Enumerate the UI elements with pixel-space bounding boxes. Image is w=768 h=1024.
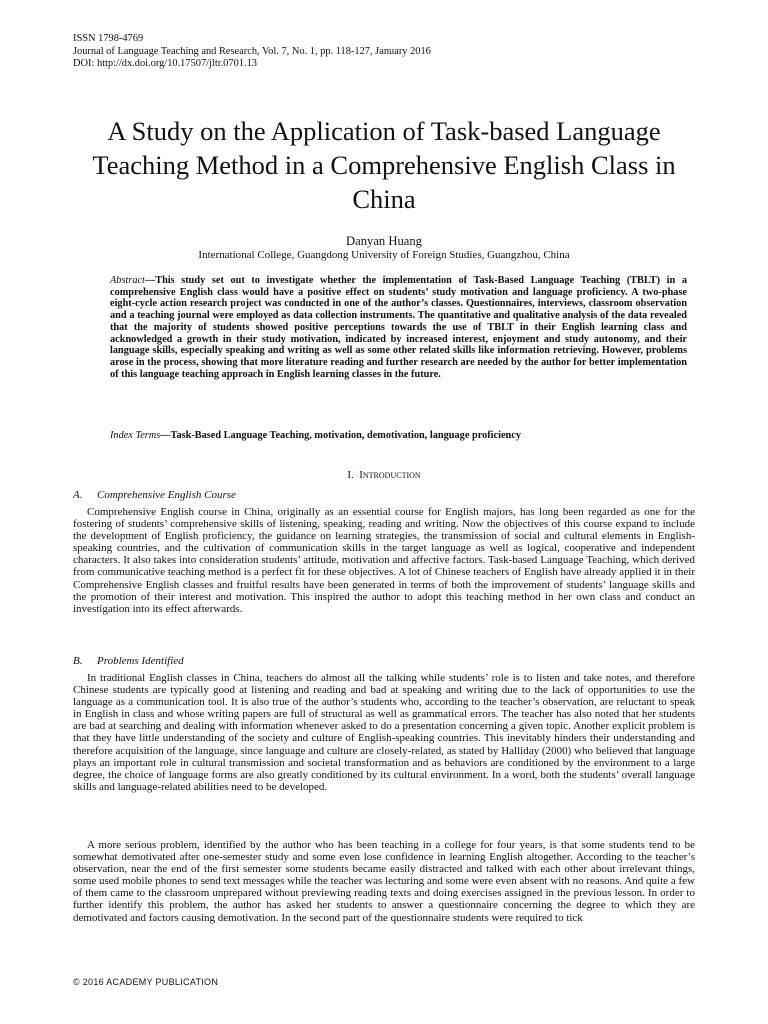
paragraph: Comprehensive English course in China, originally as an essential course for English majors, has long been regarded as one for the fostering of students’ comprehensive skills of listening, speaking, reading and writing. Now the objectives of this course expand to include the development of English proficiency, the guidance on learning strategies, the transmission of social and cultural elements in English-speaking countries, and the cultivation of communication skills in the target language as well as logical, cooperative and independent characters. It also takes into consideration students’ attitude, motivation and affective factors. Task-based Language Teaching, which derived from communicative teaching method is a perfect fit for these objectives. A lot of Chinese teachers of English have already applied it in their Comprehensive English classes and fruitful results have been generated in terms of both the improvement of students’ language skills and the promotion of their interest and motivation. This inspired the author to adopt this teaching method in her own class and conduct an investigation into its effect afterwards.: [73, 506, 695, 615]
paper-title: A Study on the Application of Task-based Language Teaching Method in a Comprehensive English Class in China: [92, 116, 676, 214]
section-title: Introduction: [359, 469, 421, 481]
paragraph: In traditional English classes in China, teachers do almost all the talking while students’ role is to listen and take notes, and therefore Chinese students are typically good at listening and reading and bad at speaking and writing due to the lack of opportunities to use the language as a communication tool. It is also true of the author’s students who, according to the teacher’s observation, are reluctant to speak in English in class and whose writing papers are full of structural as well as grammatical errors. The teacher has also noted that her students are bad at searching and dealing with information whenever asked to do a presentation concerning a given topic. Another explicit problem is that they have little understanding of the society and culture of English-speaking countries. This inevitably hinders their understanding and therefore acquisition of the language, since language and culture are closely-related, as stated by Halliday (2000) who believed that language plays an important role in cultural transmission and societal transformation and as behaviors are conditioned by the environment to a large degree, the choice of language forms are also greatly conditioned by its cultural environment. In a word, both the students’ overall language skills and language-related abilities need to be developed.: [73, 672, 695, 793]
section-number: I.: [347, 469, 354, 481]
author-name: Danyan Huang: [346, 234, 422, 248]
index-terms-text: —Task-Based Language Teaching, motivation, demotivation, language proficiency: [160, 430, 521, 441]
paragraph: A more serious problem, identified by the author who has been teaching in a college for four years, is that some students tend to be somewhat demotivated after one-semester study and some even lose confidence in learning English altogether. According to the teacher’s observation, near the end of the first semester some students became easily distracted and talked with each other about irrelevant things, some used mobile phones to send text messages while the teacher was lecturing and some were even absent with no reasons. And quite a few of them came to the classroom unprepared without previewing reading texts and doing exercises assigned in the previous lesson. In order to further identify this problem, the author has asked her students to answer a questionnaire concerning the degree to which they are demotivated and factors causing demotivation. In the second part of the questionnaire students were required to tick: [73, 839, 695, 924]
journal-header: [73, 33, 431, 71]
doi: DOI: http://dx.doi.org/10.17507/jltr.0701.13: [73, 58, 257, 70]
index-terms-label: Index Terms: [110, 430, 161, 441]
section-heading: [0, 469, 768, 482]
subsection-number: A.: [73, 489, 83, 501]
journal-citation: Journal of Language Teaching and Research, Vol. 7, No. 1, pp. 118-127, January 2016: [73, 45, 431, 57]
abstract-label: Abstract: [110, 275, 145, 286]
copyright-footer: © 2016 ACADEMY PUBLICATION: [73, 977, 219, 987]
subsection-heading-b: [73, 655, 184, 668]
subsection-number: B.: [73, 655, 83, 667]
issn: ISSN 1798-4769: [73, 33, 144, 44]
subsection-heading-a: [73, 489, 236, 502]
abstract-text: —This study set out to investigate whether the implementation of Task-Based Language Teaching (TBLT) in a comprehensive English class would have a positive effect on students’ study motivation and language proficiency. A two-phase eight-cycle action research project was conducted in one of the author’s classes. Questionnaires, interviews, classroom observation and a teaching journal were employed as data collection instruments. The quantitative and qualitative analysis of the data revealed that the majority of students showed positive perceptions towards the use of TBLT in their English learning class and acknowledged a growth in their study motivation, indicated by increased interest, enjoyment and study autonomy, and their language skills, especially speaking and writing as well as some other related skills like information retrieving. However, problems arose in the process, showing that more literature reading and further research are needed by the author for better implementation of this language teaching approach in English learning classes in the future.: [110, 275, 687, 380]
subsection-title: Comprehensive English Course: [97, 489, 236, 501]
abstract: [110, 275, 687, 380]
index-terms: [110, 430, 687, 442]
subsection-title: Problems Identified: [97, 655, 184, 667]
author-affiliation: International College, Guangdong University of Foreign Studies, Guangzhou, China: [198, 249, 570, 261]
